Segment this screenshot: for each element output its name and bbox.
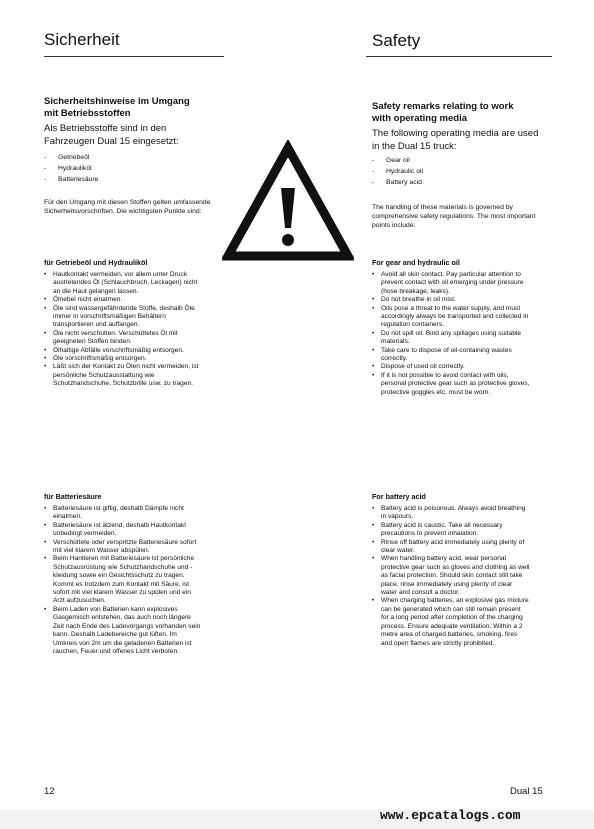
list-item: • Oils pose a threat to the water supply, and must accordingly always be transported and collected in regulation containers.: [372, 305, 530, 330]
list-item: • Öle sind wassergefährdende Stoffe, deshalb Öle immer in vorschriftsmäßigen Behältern transportieren und auffangen.: [44, 305, 202, 330]
left-title-rule: [44, 56, 224, 57]
list-item: • Do not breathe in oil mist.: [372, 296, 530, 304]
list-item: • Beim Hantieren mit Batteriesäure ist persönliche Schutzausrüstung wie Schutzhandschuhe und -kleidung sowie ein Gesichtsschutz zu tragen. Kommt es trotzdem zum Kontakt mit Säure, ist sofort mit viel klarem Wasser zu spülen und ein Arzt aufzusuchen.: [44, 555, 202, 605]
list-item: • Batteriesäure ist giftig, deshalb Dämpfe nicht einatmen.: [44, 505, 202, 522]
right-intro: The following operating media are used in the Dual 15 truck:: [372, 128, 539, 152]
list-item: - Gear oil: [372, 155, 532, 166]
page-number: 12: [44, 786, 55, 797]
right-title-rule: [366, 56, 552, 57]
left-oil-heading: für Getriebeöl und Hydrauliköl: [44, 258, 148, 267]
list-item: • If it is not possible to avoid contact with oils, personal protective gear such as protective gloves, protective goggles etc. must be worn.: [372, 372, 530, 397]
left-title: Sicherheit: [44, 30, 120, 49]
list-item: • When charging batteries, an explosive gas mixture can be generated which can still remain present for a long period after completion of the charging process. Ensure adequate ventilation. Within a 2 metre area of charged batteries, smoking, fires and open flames are strictly prohibited.: [372, 597, 530, 647]
list-item: • Take care to dispose of oil-containing wastes correctly.: [372, 347, 530, 364]
list-item: • Rinse off battery acid immediately using plenty of clear water.: [372, 539, 530, 556]
list-item: - Getriebeöl: [44, 152, 204, 163]
list-item: - Batteriesäure: [44, 174, 204, 185]
list-item: • Hautkontakt vermeiden, vor allem unter Druck austretendes Öl (Schlauchbruch, Leckagen) nicht an die Haut gelangen lassen.: [44, 271, 202, 296]
watermark-link[interactable]: www.epcatalogs.com: [380, 808, 521, 823]
right-oil-list: [372, 271, 530, 397]
list-item: • Läßt sich der Kontakt zu Ölen nicht vermeiden, ist persönliche Schutzausstattung wie Schutzhandschuhe, Schutzbrille usw. zu tragen.: [44, 363, 202, 388]
left-battery-list: [44, 505, 202, 656]
right-battery-heading: For battery acid: [372, 492, 426, 501]
left-materials-list: [44, 152, 204, 185]
list-item: • Beim Laden von Batterien kann explosives Gasgemisch entstehen, das auch noch längere Zeit nach Ende des Ladevorgangs vorhanden sein kann. Deshalb Ladebereiche gut lüften. Im Umkreis von 2m um die geladenen Batterien ist rauchen, Feuer und offenes Licht verboten.: [44, 606, 202, 656]
list-item: - Hydrauliköl: [44, 163, 204, 174]
list-item: • Verschüttete oder verspritzte Batteriesäure sofort mit viel klarem Wasser abspülen.: [44, 539, 202, 556]
left-note: Für den Umgang mit diesen Stoffen gelten umfassende Sicherheitsvorschriften. Die wichtigsten Punkte sind:: [44, 199, 211, 215]
left-intro: Als Betriebsstoffe sind in den Fahrzeugen Dual 15 eingesetzt:: [44, 123, 179, 147]
warning-triangle-icon: [222, 140, 354, 262]
list-item: - Battery acid: [372, 177, 532, 188]
list-item: • Batteriesäure ist ätzend, deshalb Hautkontakt unbedingt vermeiden.: [44, 522, 202, 539]
list-item: • Öle nicht verschütten. Verschüttetes Öl mit geeigneten Stoffen binden.: [44, 330, 202, 347]
list-item: • When handling battery acid, wear personal protective gear such as gloves and clothing as well as facial protection. Should skin contact still take place, rinse immediately using plenty of clear water and consult a doctor.: [372, 555, 530, 597]
left-heading: Sicherheitshinweise im Umgang mit Betriebsstoffen: [44, 96, 190, 119]
left-battery-heading: für Batteriesäure: [44, 492, 102, 501]
list-item: - Hydraulic oil: [372, 166, 532, 177]
list-item: • Battery acid is caustic. Take all necessary precautions to prevent inhalation.: [372, 522, 530, 539]
list-item: • Dispose of used oil correctly.: [372, 363, 530, 371]
right-battery-list: [372, 505, 530, 648]
list-item: • Battery acid is poisonous. Always avoid breathing in vapours.: [372, 505, 530, 522]
left-oil-list: [44, 271, 202, 389]
right-oil-heading: For gear and hydraulic oil: [372, 258, 460, 267]
model-label: Dual 15: [510, 786, 543, 797]
right-title: Safety: [372, 31, 421, 50]
list-item: • Avoid all skin contact. Pay particular attention to prevent contact with oil emerging under pressure (hose breakage, leaks).: [372, 271, 530, 296]
list-item: • Öle vorschriftsmäßig entsorgen.: [44, 355, 202, 363]
list-item: • Do not spill oil. Bind any spillages using suitable materials.: [372, 330, 530, 347]
list-item: • Ölnebel nicht einatmen.: [44, 296, 202, 304]
right-materials-list: [372, 155, 532, 188]
right-heading: Safety remarks relating to work with operating media: [372, 101, 514, 124]
right-note: The handling of these materials is governed by comprehensive safety regulations. The most important points include:: [372, 204, 536, 229]
list-item: • Ölhaltige Abfälle vorschriftsmäßig entsorgen.: [44, 347, 202, 355]
